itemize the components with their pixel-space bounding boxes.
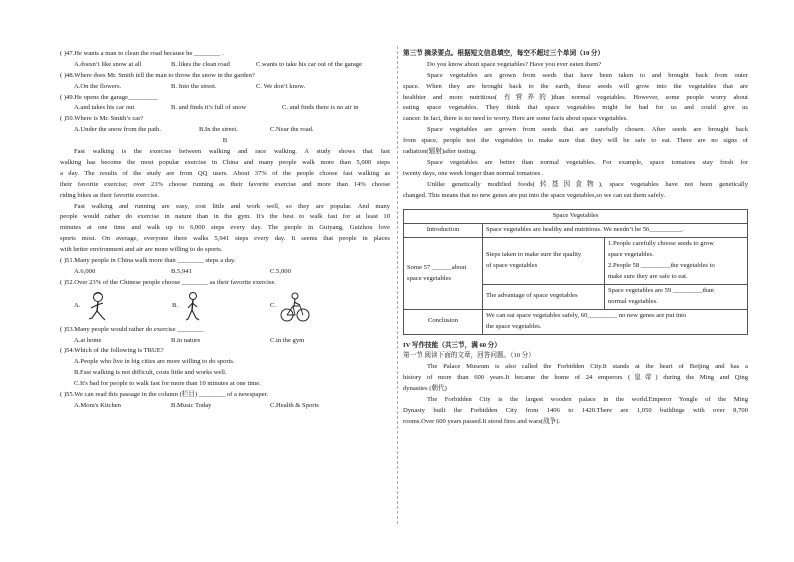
passage-line: minutes at one time and walk up to 6,000 steps every day. The people in Guiyang, Guizhou love: [60, 224, 390, 232]
q47-options: [60, 60, 390, 71]
q53-option-b[interactable]: B.in nature: [171, 336, 201, 344]
q49-option-c[interactable]: C. and finds there is no air in: [282, 104, 359, 112]
conclusion-line: the space vegetables.: [486, 322, 542, 330]
q55-options: [60, 401, 390, 412]
q51-option-a[interactable]: A.6,000: [74, 267, 96, 275]
cyclist-icon: [280, 291, 310, 323]
q50-stem: ( )50.Where is Mr. Smith’s car?: [60, 115, 144, 123]
right-column: [403, 49, 748, 428]
q54-option-a[interactable]: A.People who live in big cities are more willing to do sports.: [74, 358, 235, 366]
q52-options: [60, 289, 390, 325]
q54-stem: ( )54.Which of the following is TRUE?: [60, 347, 164, 355]
steps-item-line: make sure they are safe to eat.: [608, 273, 688, 280]
advantage-label: The advantage of space vegetables: [483, 284, 605, 309]
steps-item-line: 1.People carefully choose seeds to grow: [608, 240, 714, 248]
sv-passage-line: healthier and more nutritious( 有营养的)than normal vegetables. However, some people worry about: [403, 93, 748, 101]
q47-option-c[interactable]: C.wants to take his car out of the garage: [256, 60, 363, 68]
palace-passage-line: dynasties (朝代): [403, 385, 447, 393]
steps-label-line: of space vegetables: [486, 262, 538, 270]
q53-options: [60, 336, 390, 347]
q52-option-b-label: B.: [172, 302, 179, 310]
sv-passage-line: Space vegetables are grown from seeds that have been taken to and brought back from outer: [427, 71, 748, 79]
column-divider: [397, 46, 398, 524]
steps-items[interactable]: [605, 238, 748, 285]
q55-stem: ( )55.We can read this passage in the column (栏目) ________ of a newspaper.: [60, 391, 269, 399]
passage-line: with better environment and air are more willing to do sports.: [60, 246, 223, 254]
sv-passage-line: twenty days, one week longer than normal tomatoes .: [403, 169, 544, 177]
sv-passage-line: changed. This means that no new genes are put into the space vegetables,so we can eat them safely.: [403, 191, 666, 199]
q52-option-c[interactable]: [270, 291, 376, 323]
palace-passage-line: Dynasty built the Forbidden City from 1406 to 1420.There are 1,050 buildings with over 8,700: [403, 406, 748, 414]
q50-option-a[interactable]: A.Under the snow from the path.: [74, 126, 161, 134]
sv-passage-line: radiation(辐射)after testing.: [403, 148, 477, 156]
q48-options: [60, 82, 390, 93]
sv-passage-line: eating space vegetables. They think that space vegetables might be bad for us and could give us: [403, 104, 748, 112]
passage-line: their favorite exercise; over 23% choose running as their favorite exercise and more than 14% choose: [60, 180, 390, 188]
part4-subtitle: 第一节 阅读下面的文章，回答问题。（10 分）: [403, 352, 535, 360]
space-vegetables-table: [403, 209, 748, 334]
passage-line: riding bikes as their favorite exercise.: [60, 191, 160, 199]
q47-stem: ( )47.He wants a man to clean the road because he ________ .: [60, 50, 224, 57]
steps-label: [483, 238, 605, 285]
q54-option-b[interactable]: B.Fast walking is not difficult, costs little and works well.: [74, 369, 227, 377]
q51-stem: ( )51.Many people in China walk more than ________ steps a day.: [60, 256, 236, 264]
q50-option-b[interactable]: B.In the street.: [199, 126, 238, 134]
q48-option-b[interactable]: B. Into the street.: [171, 82, 217, 90]
steps-item-line: 2.People 58 _________the vegetables to: [608, 262, 715, 270]
q53-option-a[interactable]: A.at home: [74, 336, 102, 344]
sv-passage-line: Space vegetables are better than normal vegetables. For example, space tomatoes stay fresh for: [427, 158, 748, 166]
q48-stem: ( )48.Where does Mr. Smith tell the man to throw the snow in the garden?: [60, 71, 255, 79]
advantage-line: Space vegetables are 59 _________than: [608, 286, 714, 294]
row2-label[interactable]: [404, 238, 483, 309]
q49-stem: ( )49.He opens the garage_________: [60, 93, 158, 101]
q51-options: [60, 267, 390, 278]
q48-option-c[interactable]: C. We don’t know.: [256, 82, 306, 90]
q55-option-c[interactable]: C.Health & Sports: [270, 401, 319, 409]
passage-line: walking has become the most popular exercise in China and many people walk more than 5,000 steps: [60, 158, 390, 166]
advantage-text[interactable]: [605, 284, 748, 309]
sv-passage-line: from space, people test the vegetables to make sure that they will be safe to eat. There are no signs of: [403, 137, 748, 145]
passage-line: sports most. On average, everyone there walks 5,941 steps every day. It seems that people in places: [60, 235, 390, 243]
q55-option-a[interactable]: A.Mom's Kitchen: [74, 401, 121, 409]
q52-option-c-label: C.: [270, 302, 277, 310]
q52-option-a[interactable]: [74, 291, 172, 323]
passage-line: Fast walking and running are easy, cost little and work well, so they are popular. And many: [74, 202, 390, 210]
q51-option-b[interactable]: B.5,941: [171, 267, 192, 275]
q49-option-a[interactable]: A.and takes his car out: [74, 104, 135, 112]
left-column: [60, 49, 390, 412]
part4-title: IV 写作技能（共三节，满 60 分）: [403, 341, 501, 349]
passage-line: people would rather do exercise in nature than in the gym. It's the best to walk fast for at least 10: [60, 213, 390, 221]
q47-option-a[interactable]: A.doesn’t like snow at all: [74, 60, 142, 68]
passage-line: Fast walking is the exercise between walking and race walking. A study shows that fast: [74, 148, 390, 156]
sv-passage-line: Unlike genetically modified foods(转基因食物), space vegetables have not been genetically: [427, 180, 748, 188]
row2-label-line: Some 57 ______about: [407, 263, 467, 271]
q52-stem: ( )52.Over 23% of the Chinese people choose ________ as their favorite exercise.: [60, 278, 277, 286]
palace-passage-line: rooms.Over 600 years passed.It stood fires and wars(战争).: [403, 417, 561, 425]
palace-passage-line: history of more than 600 years.It became the home of 24 emperors (皇帝) during the Ming and Qing: [403, 374, 748, 382]
q53-stem: ( )53.Many people would rather do exercise ________: [60, 325, 204, 333]
passage-line: a day. The results of the study are from QQ users. About 37% of the people choose fast walking as: [60, 169, 390, 177]
steps-label-line: Steps taken to make sure the quality: [486, 251, 582, 259]
sv-passage-line: Do you know about space vegetables? Have you ever eaten them?: [427, 60, 602, 68]
q49-option-b[interactable]: B. and finds it’s full of snow: [171, 104, 247, 112]
q49-options: [60, 103, 390, 114]
q52-option-a-label: A.: [74, 302, 81, 310]
conclusion-label: Conclusion: [404, 309, 483, 334]
walking-person-icon: [182, 291, 204, 323]
section-b-label: B: [222, 137, 228, 145]
conclusion-line: We can eat space vegetables safely, 60_________ no new genes are put into: [486, 311, 687, 319]
q50-options: [60, 125, 390, 136]
q52-option-b[interactable]: [172, 291, 270, 323]
advantage-line: normal vegetables.: [608, 297, 658, 305]
palace-passage-line: The Palace Museum is also called the Forbidden City.It stands at the heart of Beijing and has a: [427, 363, 748, 371]
q54-option-c[interactable]: C.It's bad for people to walk fast for more than 10 minutes at one time.: [74, 380, 261, 388]
sv-passage-line: Space vegetables are grown from seeds that are carefully chosen. After seeds are brought back: [427, 126, 748, 134]
palace-passage-line: The Forbidden City is the largest wooden palace in the world.Emperor Yongle of the Ming: [427, 395, 748, 403]
running-child-icon: [84, 291, 110, 323]
q53-option-c[interactable]: C.in the gym: [270, 336, 305, 344]
q51-option-c[interactable]: C.5,000: [270, 267, 291, 275]
row2-label-line: space vegetables: [407, 274, 452, 282]
q55-option-b[interactable]: B.Music Today: [171, 401, 212, 409]
intro-text[interactable]: Space vegetables are healthy and nutritious. We needn’t be 56__________.: [483, 224, 748, 238]
sv-passage-line: cancer. In fact, there is no need to worry. Here are some facts about space vegetables.: [403, 115, 628, 123]
section3-title: 第三节 摘录要点。根据短文信息填空，每空不超过三个单词（10 分）: [403, 50, 605, 57]
q50-option-c[interactable]: C.Near the road.: [270, 126, 314, 134]
table-title: Space Vegetables: [404, 210, 748, 224]
steps-item-line: space vegetables.: [608, 251, 654, 259]
intro-label: Introduction: [404, 224, 483, 238]
q48-option-a[interactable]: A.On the flowers.: [74, 82, 122, 90]
q47-option-b[interactable]: B. likes the clean road: [171, 60, 230, 68]
sv-passage-line: space. When they are brought back to the earth, these seeds will grow into the vegetables that are: [403, 82, 748, 90]
conclusion-text[interactable]: [483, 309, 748, 334]
